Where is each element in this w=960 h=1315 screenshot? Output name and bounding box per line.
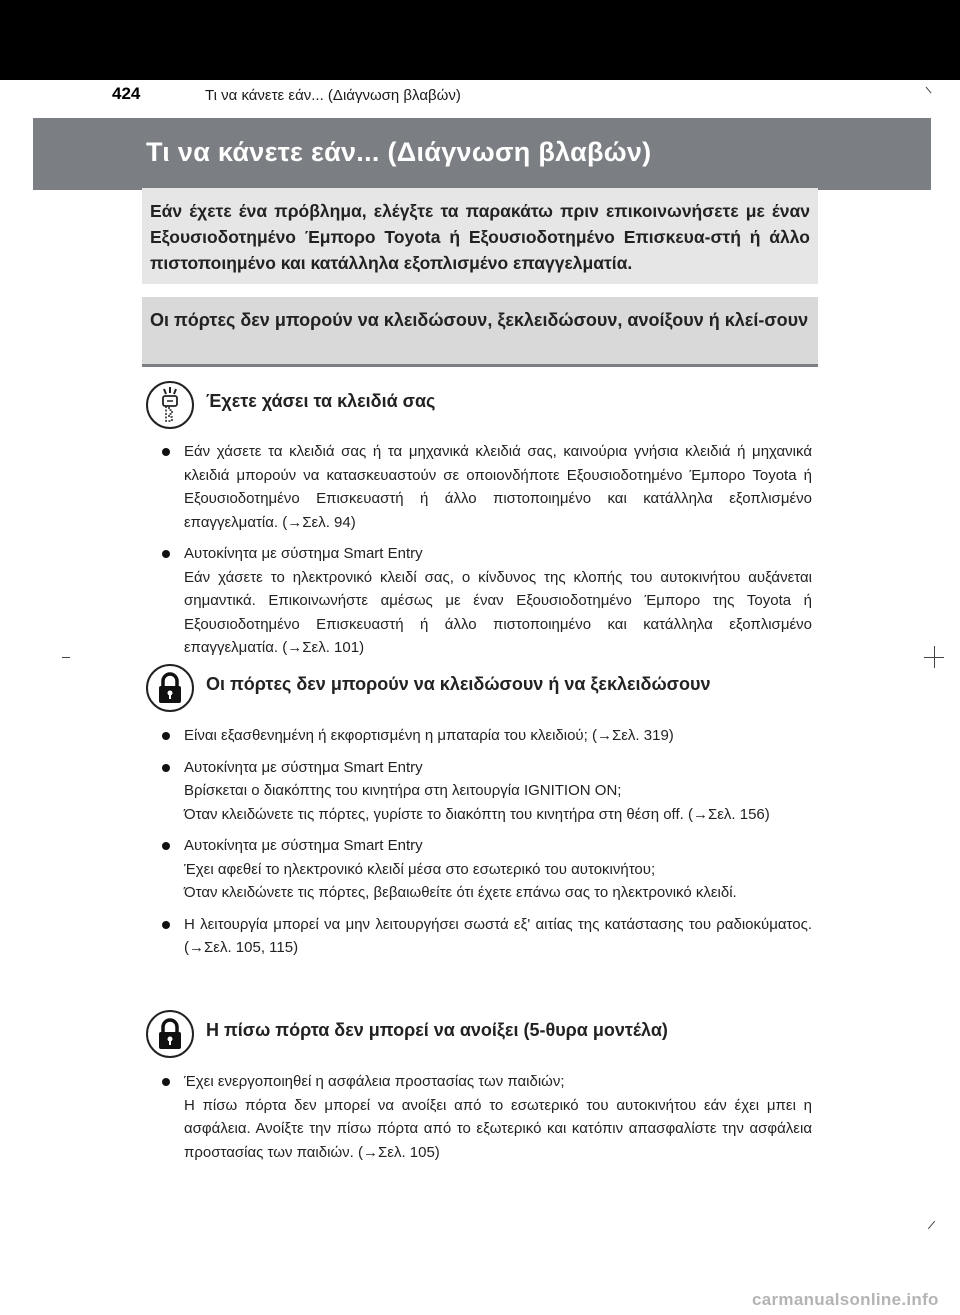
intro-box — [142, 188, 818, 284]
page-title: Τι να κάνετε εάν... (Διάγνωση βλαβών) — [146, 137, 652, 167]
bullet-text: Όταν κλειδώνετε τις πόρτες, βεβαιωθείτε ότι έχετε επάνω σας το ηλεκτρονικό κλειδί. — [184, 884, 737, 901]
bullet-dot — [162, 842, 170, 850]
intro-text: Εάν έχετε ένα πρόβλημα, ελέγξτε τα παρακάτω πριν επικοινωνήσετε με έναν Εξουσιοδοτημένο Έμπορο Toyota ή Εξουσιοδοτημένο Επισκευα-στή ή άλλο πιστοποιημένο και κατάλληλα εξοπλισμένο επαγγελματία. — [150, 201, 810, 273]
list-item — [162, 724, 812, 748]
bullet-text: Όταν κλειδώνετε τις πόρτες, γυρίστε το διακόπτη του κινητήρα στη θέση off. (→Σελ. 156) — [184, 805, 770, 823]
subsection-heading — [142, 664, 818, 724]
padlock-icon — [146, 664, 194, 712]
bullet-text: Είναι εξασθενημένη ή εκφορτισμένη η μπαταρία του κλειδιού; (→Σελ. 319) — [184, 727, 674, 744]
header-strip — [33, 80, 931, 118]
bullet-dot — [162, 764, 170, 772]
bullet-text: Αυτοκίνητα με σύστημα Smart Entry — [184, 837, 423, 854]
subsection-title: Έχετε χάσει τα κλειδιά σας — [206, 391, 436, 411]
bullet-list — [162, 724, 812, 968]
list-item — [162, 1070, 812, 1164]
bullet-text: Έχει ενεργοποιηθεί η ασφάλεια προστασίας των παιδιών; — [184, 1073, 565, 1090]
bullet-list — [162, 1070, 812, 1172]
subsection-title: Οι πόρτες δεν μπορούν να κλειδώσουν ή να ξεκλειδώσουν — [206, 674, 711, 694]
section-heading-box — [142, 297, 818, 367]
list-item — [162, 542, 812, 660]
bullet-text: Εάν χάσετε τα κλειδιά σας ή τα μηχανικά κλειδιά σας, καινούρια γνήσια κλειδιά ή μηχανικά κλειδιά μπορούν να κατασκευαστούν σε οποιονδήποτε Εξουσιοδοτημένο Έμπορο Toyota ή Εξουσιοδοτημένο Επισκευαστή ή άλλο πιστοποιημένο και κατάλληλα εξοπλισμένο επαγγελματία. (→Σελ. 94) — [184, 443, 812, 531]
bullet-dot — [162, 550, 170, 558]
bullet-list — [162, 440, 812, 668]
list-item — [162, 913, 812, 960]
crop-mark — [934, 646, 935, 668]
subsection-heading — [142, 381, 818, 441]
top-black-band — [0, 0, 960, 80]
bullet-text: Η πίσω πόρτα δεν μπορεί να ανοίξει από το εσωτερικό του αυτοκινήτου εάν έχει μπει η ασφάλεια. Ανοίξτε την πίσω πόρτα από το εξωτερικό και κατόπιν απασφαλίστε την ασφάλεια προστασίας των παιδιών. (→Σελ. 105) — [184, 1096, 812, 1161]
bullet-dot — [162, 1078, 170, 1086]
list-item — [162, 834, 812, 905]
bullet-dot — [162, 921, 170, 929]
padlock-icon — [146, 1010, 194, 1058]
bullet-text: Η λειτουργία μπορεί να μην λειτουργήσει σωστά εξ' αιτίας της κατάστασης του ραδιοκύματος. (→Σελ. 105, 115) — [184, 915, 812, 956]
watermark: carmanualsonline.info — [752, 1290, 939, 1309]
page-number: 424 — [112, 84, 141, 103]
running-header-title: Τι να κάνετε εάν... (Διάγνωση βλαβών) — [205, 87, 461, 104]
section-heading: Οι πόρτες δεν μπορούν να κλειδώσουν, ξεκλειδώσουν, ανοίξουν ή κλεί-σουν — [150, 310, 809, 330]
bullet-dot — [162, 732, 170, 740]
bullet-text: Βρίσκεται ο διακόπτης του κινητήρα στη λειτουργία IGNITION ON; — [184, 782, 622, 799]
bullet-text: Εάν χάσετε το ηλεκτρονικό κλειδί σας, ο κίνδυνος της κλοπής του αυτοκινήτου αυξάνεται σημαντικά. Επικοινωνήστε αμέσως με έναν Εξουσιοδοτημένο Έμπορο της Toyota ή Εξουσιοδοτημένο Επισκευαστή ή άλλο πιστοποιημένο και κατάλληλα εξοπλισμένο επαγγελματία. (→Σελ. 101) — [184, 568, 812, 656]
key-icon — [146, 381, 194, 429]
list-item — [162, 756, 812, 827]
crop-mark — [928, 1221, 935, 1229]
bullet-text: Έχει αφεθεί το ηλεκτρονικό κλειδί μέσα στο εσωτερικό του αυτοκινήτου; — [184, 860, 656, 878]
subsection-heading — [142, 1010, 818, 1070]
list-item — [162, 440, 812, 534]
subsection-title: Η πίσω πόρτα δεν μπορεί να ανοίξει (5-θυρα μοντέλα) — [206, 1020, 668, 1040]
crop-mark — [62, 657, 70, 658]
bullet-text: Αυτοκίνητα με σύστημα Smart Entry — [184, 758, 423, 776]
bullet-dot — [162, 448, 170, 456]
bullet-text: Αυτοκίνητα με σύστημα Smart Entry — [184, 545, 423, 562]
